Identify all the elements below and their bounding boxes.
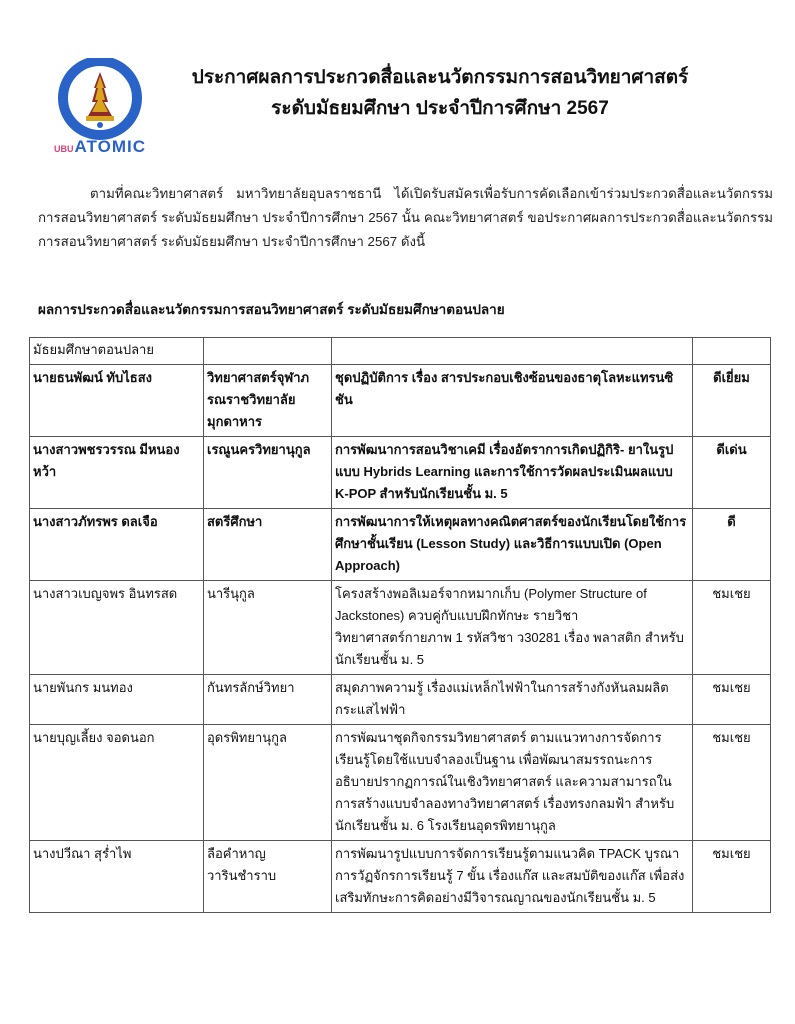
project-title: การพัฒนาการให้เหตุผลทางคณิตศาสตร์ของนักเรียนโดยใช้การศึกษาชั้นเรียน (Lesson Study) และวิธีการแบบเปิด (Open Approach)	[332, 509, 693, 581]
award-level: ดีเยี่ยม	[693, 365, 771, 437]
award-level: ดี	[693, 509, 771, 581]
faculty-logo	[46, 58, 154, 158]
award-level: ชมเชย	[693, 841, 771, 913]
table-row	[30, 365, 771, 437]
participant-name: นายพันกร มนทอง	[30, 675, 204, 725]
project-title: การพัฒนาการสอนวิชาเคมี เรื่องอัตราการเกิดปฏิกิริ- ยาในรูปแบบ Hybrids Learning และการใช้การวัดผลประเมินผลแบบ K-POP สำหรับนักเรียนชั้น ม. 5	[332, 437, 693, 509]
table-row	[30, 725, 771, 841]
table-row	[30, 437, 771, 509]
title-line-2: ระดับมัธยมศึกษา ประจำปีการศึกษา 2567	[271, 98, 609, 119]
results-table	[29, 337, 771, 913]
table-row	[30, 509, 771, 581]
table-row	[30, 841, 771, 913]
school-name: นารีนุกูล	[204, 581, 332, 675]
award-level: ชมเชย	[693, 675, 771, 725]
title-line-1: ประกาศผลการประกวดสื่อและนวัตกรรมการสอนวิทยาศาสตร์	[191, 67, 689, 88]
school-name: ลือคำหาญวารินชำราบ	[204, 841, 332, 913]
page-title	[160, 62, 720, 124]
school-name: กันทรลักษ์วิทยา	[204, 675, 332, 725]
participant-name: นางสาวเบญจพร อินทรสด	[30, 581, 204, 675]
section-heading: ผลการประกวดสื่อและนวัตกรรมการสอนวิทยาศาสตร์ ระดับมัธยมศึกษาตอนปลาย	[38, 302, 505, 317]
participant-name: นางสาวพชรวรรณ มีหนองหว้า	[30, 437, 204, 509]
school-name: สตรีศึกษา	[204, 509, 332, 581]
intro-paragraph: ตามที่คณะวิทยาศาสตร์ มหาวิทยาลัยอุบลราชธานี ได้เปิดรับสมัครเพื่อรับการคัดเลือกเข้าร่วมประกวดสื่อและนวัตกรรมการสอนวิทยาศาสตร์ ระดับมัธยมศึกษา ประจำปีการศึกษา 2567 นั้น คณะวิทยาศาสตร์ ขอประกาศผลการประกวดสื่อและนวัตกรรมการสอนวิทยาศาสตร์ ระดับมัธยมศึกษา ประจำปีการศึกษา 2567 ดังนี้	[38, 186, 773, 249]
project-title: โครงสร้างพอลิเมอร์จากหมากเก็บ (Polymer Structure of Jackstones) ควบคู่กับแบบฝึกทักษะ รายวิชา วิทยาศาสตร์กายภาพ 1 รหัสวิชา ว30281 เรื่อง พลาสติก สำหรับนักเรียนชั้น ม. 5	[332, 581, 693, 675]
logo-wordmark	[46, 137, 154, 157]
logo-prefix: UBU	[54, 144, 74, 154]
project-title: การพัฒนาชุดกิจกรรมวิทยาศาสตร์ ตามแนวทางการจัดการเรียนรู้โดยใช้แบบจำลองเป็นฐาน เพื่อพัฒนาสมรรถนะการอธิบายปรากฏการณ์ในเชิงวิทยาศาสตร์ และความสามารถในการสร้างแบบจำลองทางวิทยาศาสตร์ เรื่องทรงกลมฟ้า สำหรับนักเรียนชั้น ม. 6 โรงเรียนอุดรพิทยานุกูล	[332, 725, 693, 841]
participant-name: นางสาวภัทรพร ดลเจือ	[30, 509, 204, 581]
faculty-seal-icon	[46, 58, 154, 140]
level-label-cell	[30, 338, 204, 365]
project-title: สมุดภาพความรู้ เรื่องแม่เหล็กไฟฟ้าในการสร้างกังหันลมผลิตกระแสไฟฟ้า	[332, 675, 693, 725]
project-title: การพัฒนารูปแบบการจัดการเรียนรู้ตามแนวคิด TPACK บูรณาการวัฏจักรการเรียนรู้ 7 ขั้น เรื่องแก๊ส และสมบัติของแก๊ส เพื่อส่งเสริมทักษะการคิดอย่างมีวิจารณญาณของนักเรียนชั้น ม. 5	[332, 841, 693, 913]
award-level: ชมเชย	[693, 581, 771, 675]
award-level: ดีเด่น	[693, 437, 771, 509]
level-label: มัธยมศึกษาตอนปลาย	[33, 342, 154, 357]
participant-name: นายบุญเลี้ยง จอดนอก	[30, 725, 204, 841]
table-header-row	[30, 338, 771, 365]
table-row	[30, 581, 771, 675]
project-title: ชุดปฏิบัติการ เรื่อง สารประกอบเชิงซ้อนของธาตุโลหะแทรนซิชัน	[332, 365, 693, 437]
participant-name: นางปวีณา สุร่ำไพ	[30, 841, 204, 913]
school-name: เรณูนครวิทยานุกูล	[204, 437, 332, 509]
school-name: วิทยาศาสตร์จุฬาภรณราชวิทยาลัย มุกดาหาร	[204, 365, 332, 437]
award-level: ชมเชย	[693, 725, 771, 841]
participant-name: นายธนพัฒน์ ทับไธสง	[30, 365, 204, 437]
table-row	[30, 675, 771, 725]
logo-text: ATOMIC	[74, 137, 146, 156]
school-name: อุดรพิทยานุกูล	[204, 725, 332, 841]
